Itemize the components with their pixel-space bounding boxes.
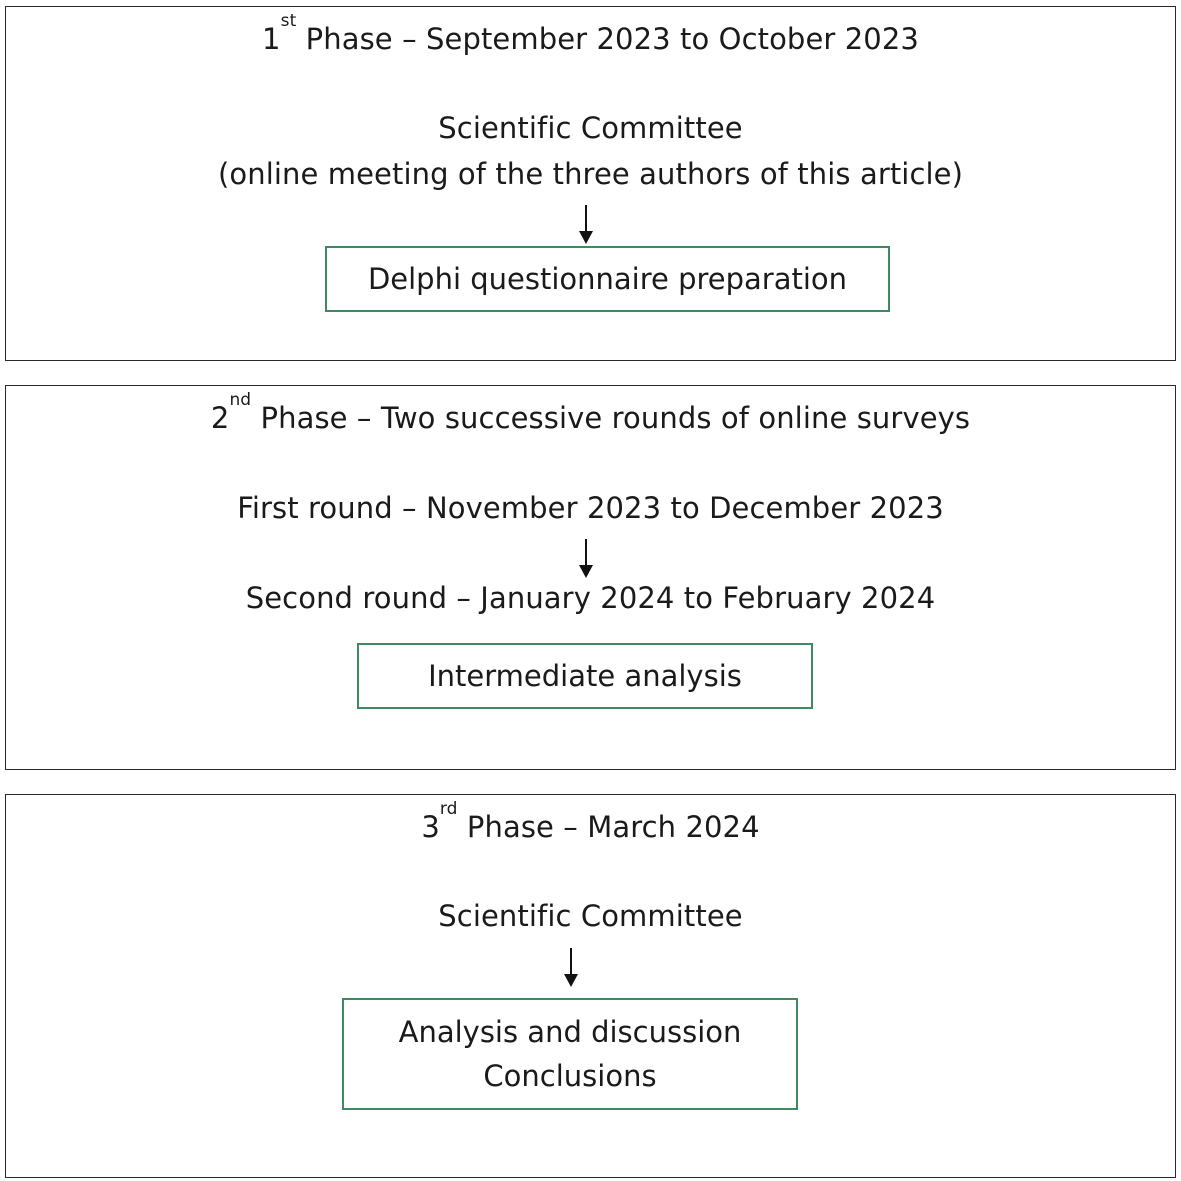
phase-1-committee-note: (online meeting of the three authors of this article) xyxy=(217,157,964,191)
second-round-label: Second round – January 2024 to February 2024 xyxy=(245,581,936,615)
phase-1-title: 1st Phase – September 2023 to October 2023 xyxy=(262,11,919,56)
phase-1-committee: Scientific Committee xyxy=(438,111,743,145)
phase-2-panel xyxy=(5,385,1176,770)
phase-1-panel xyxy=(5,6,1176,361)
analysis-discussion-label: Analysis and discussion xyxy=(398,1015,742,1049)
arrow-down-icon xyxy=(561,947,581,989)
phase-3-panel xyxy=(5,794,1176,1178)
analysis-conclusions-box xyxy=(342,998,798,1110)
arrow-down-icon xyxy=(576,538,596,580)
arrow-down-icon xyxy=(576,204,596,246)
first-round-label: First round – November 2023 to December 2023 xyxy=(237,491,944,525)
phase-3-committee: Scientific Committee xyxy=(438,899,743,933)
phase-3-title: 3rd Phase – March 2024 xyxy=(421,799,760,844)
intermediate-analysis-box: Intermediate analysis xyxy=(357,643,813,709)
phase-2-title: 2nd Phase – Two successive rounds of online surveys xyxy=(210,390,971,435)
delphi-questionnaire-box: Delphi questionnaire preparation xyxy=(325,246,890,312)
conclusions-label: Conclusions xyxy=(483,1059,657,1093)
